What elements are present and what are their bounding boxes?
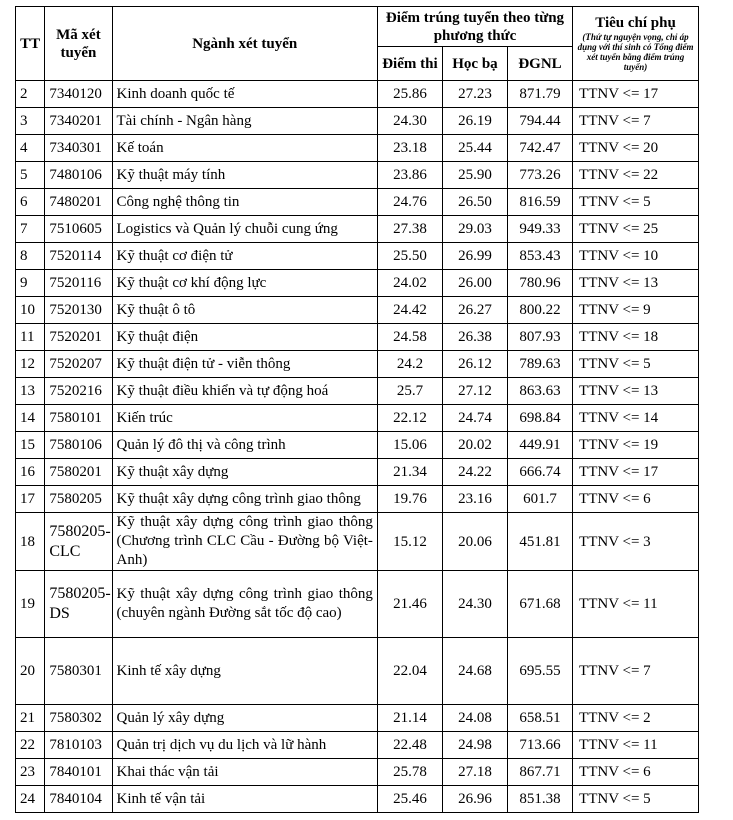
cell-exam: 23.86 xyxy=(377,162,442,189)
cell-exam: 24.30 xyxy=(377,108,442,135)
cell-code: 7580301 xyxy=(45,638,112,705)
cell-tt: 2 xyxy=(16,81,45,108)
cell-exam: 22.12 xyxy=(377,405,442,432)
cell-tt: 23 xyxy=(16,759,45,786)
cell-code: 7840101 xyxy=(45,759,112,786)
table-row xyxy=(16,270,699,297)
cell-criteria: TTNV <= 7 xyxy=(573,108,699,135)
cell-exam: 24.02 xyxy=(377,270,442,297)
cell-transcript: 26.50 xyxy=(442,189,507,216)
cell-tt: 12 xyxy=(16,351,45,378)
cell-transcript: 27.23 xyxy=(442,81,507,108)
cell-transcript: 25.90 xyxy=(442,162,507,189)
cell-dgnl: 871.79 xyxy=(507,81,572,108)
cell-transcript: 24.22 xyxy=(442,459,507,486)
header-transcript: Học bạ xyxy=(442,47,507,81)
cell-major: Kỹ thuật xây dựng công trình giao thông xyxy=(112,486,377,513)
cell-major: Kỹ thuật điều khiển và tự động hoá xyxy=(112,378,377,405)
cell-criteria: TTNV <= 2 xyxy=(573,705,699,732)
cell-exam: 25.50 xyxy=(377,243,442,270)
cell-tt: 13 xyxy=(16,378,45,405)
cell-code: 7580201 xyxy=(45,459,112,486)
cell-major: Kế toán xyxy=(112,135,377,162)
cell-dgnl: 658.51 xyxy=(507,705,572,732)
table-row xyxy=(16,432,699,459)
cell-exam: 25.7 xyxy=(377,378,442,405)
cell-transcript: 26.99 xyxy=(442,243,507,270)
header-criteria-title: Tiêu chí phụ xyxy=(595,15,676,31)
cell-code: 7520216 xyxy=(45,378,112,405)
cell-exam: 24.58 xyxy=(377,324,442,351)
cell-code: 7580205-CLC xyxy=(45,513,112,571)
cell-major: Kinh tế xây dựng xyxy=(112,638,377,705)
table-row xyxy=(16,405,699,432)
table-row xyxy=(16,216,699,243)
table-row xyxy=(16,243,699,270)
cell-tt: 16 xyxy=(16,459,45,486)
cell-dgnl: 666.74 xyxy=(507,459,572,486)
table-row xyxy=(16,759,699,786)
table-body xyxy=(16,81,699,813)
cell-exam: 24.42 xyxy=(377,297,442,324)
cell-code: 7810103 xyxy=(45,732,112,759)
cell-dgnl: 816.59 xyxy=(507,189,572,216)
cell-exam: 23.18 xyxy=(377,135,442,162)
cell-exam: 22.04 xyxy=(377,638,442,705)
cell-tt: 21 xyxy=(16,705,45,732)
cell-major: Quản trị dịch vụ du lịch và lữ hành xyxy=(112,732,377,759)
cell-code: 7520201 xyxy=(45,324,112,351)
cell-criteria: TTNV <= 13 xyxy=(573,270,699,297)
header-exam: Điểm thi xyxy=(377,47,442,81)
table-row xyxy=(16,189,699,216)
cell-transcript: 26.38 xyxy=(442,324,507,351)
cell-criteria: TTNV <= 13 xyxy=(573,378,699,405)
cell-criteria: TTNV <= 6 xyxy=(573,759,699,786)
cell-major: Kỹ thuật cơ điện tử xyxy=(112,243,377,270)
cell-criteria: TTNV <= 17 xyxy=(573,81,699,108)
cell-transcript: 24.98 xyxy=(442,732,507,759)
header-criteria-note: (Thứ tự nguyện vọng, chỉ áp dụng với thí sinh có Tổng điểm xét tuyển bằng điểm trúng tuyển) xyxy=(577,32,694,72)
cell-criteria: TTNV <= 11 xyxy=(573,571,699,638)
table-row xyxy=(16,135,699,162)
cell-major: Kỹ thuật điện tử - viễn thông xyxy=(112,351,377,378)
cell-criteria: TTNV <= 9 xyxy=(573,297,699,324)
cell-dgnl: 949.33 xyxy=(507,216,572,243)
cell-criteria: TTNV <= 7 xyxy=(573,638,699,705)
cell-criteria: TTNV <= 5 xyxy=(573,351,699,378)
cell-code: 7580205-DS xyxy=(45,571,112,638)
cell-criteria: TTNV <= 10 xyxy=(573,243,699,270)
cell-tt: 15 xyxy=(16,432,45,459)
cell-criteria: TTNV <= 22 xyxy=(573,162,699,189)
cell-dgnl: 863.63 xyxy=(507,378,572,405)
header-major: Ngành xét tuyển xyxy=(112,7,377,81)
cell-criteria: TTNV <= 3 xyxy=(573,513,699,571)
cell-transcript: 26.00 xyxy=(442,270,507,297)
cell-dgnl: 451.81 xyxy=(507,513,572,571)
cell-criteria: TTNV <= 18 xyxy=(573,324,699,351)
cell-major: Tài chính - Ngân hàng xyxy=(112,108,377,135)
table-row xyxy=(16,513,699,571)
cell-code: 7480201 xyxy=(45,189,112,216)
table-row xyxy=(16,732,699,759)
cell-tt: 17 xyxy=(16,486,45,513)
admission-scores-table xyxy=(15,6,699,813)
cell-code: 7520207 xyxy=(45,351,112,378)
cell-exam: 19.76 xyxy=(377,486,442,513)
cell-major: Kỹ thuật xây dựng công trình giao thông (chuyên ngành Đường sắt tốc độ cao) xyxy=(112,571,377,638)
cell-tt: 6 xyxy=(16,189,45,216)
cell-transcript: 24.08 xyxy=(442,705,507,732)
cell-tt: 11 xyxy=(16,324,45,351)
cell-exam: 24.2 xyxy=(377,351,442,378)
cell-transcript: 24.74 xyxy=(442,405,507,432)
table-row xyxy=(16,705,699,732)
table-row xyxy=(16,162,699,189)
table-row xyxy=(16,786,699,813)
cell-major: Logistics và Quản lý chuỗi cung ứng xyxy=(112,216,377,243)
cell-exam: 24.76 xyxy=(377,189,442,216)
cell-dgnl: 698.84 xyxy=(507,405,572,432)
cell-major: Kinh tế vận tải xyxy=(112,786,377,813)
cell-major: Kỹ thuật ô tô xyxy=(112,297,377,324)
cell-criteria: TTNV <= 20 xyxy=(573,135,699,162)
cell-dgnl: 695.55 xyxy=(507,638,572,705)
cell-transcript: 29.03 xyxy=(442,216,507,243)
table-row xyxy=(16,81,699,108)
cell-transcript: 26.96 xyxy=(442,786,507,813)
cell-exam: 22.48 xyxy=(377,732,442,759)
cell-tt: 4 xyxy=(16,135,45,162)
cell-criteria: TTNV <= 19 xyxy=(573,432,699,459)
cell-major: Công nghệ thông tin xyxy=(112,189,377,216)
cell-code: 7340201 xyxy=(45,108,112,135)
cell-tt: 3 xyxy=(16,108,45,135)
cell-code: 7580106 xyxy=(45,432,112,459)
cell-code: 7840104 xyxy=(45,786,112,813)
cell-tt: 24 xyxy=(16,786,45,813)
cell-tt: 8 xyxy=(16,243,45,270)
cell-dgnl: 807.93 xyxy=(507,324,572,351)
cell-code: 7520130 xyxy=(45,297,112,324)
cell-tt: 18 xyxy=(16,513,45,571)
table-row xyxy=(16,324,699,351)
cell-exam: 27.38 xyxy=(377,216,442,243)
cell-dgnl: 671.68 xyxy=(507,571,572,638)
cell-exam: 15.06 xyxy=(377,432,442,459)
cell-tt: 22 xyxy=(16,732,45,759)
cell-transcript: 26.12 xyxy=(442,351,507,378)
header-dgnl: ĐGNL xyxy=(507,47,572,81)
cell-tt: 19 xyxy=(16,571,45,638)
cell-code: 7580101 xyxy=(45,405,112,432)
cell-major: Kiến trúc xyxy=(112,405,377,432)
cell-code: 7580302 xyxy=(45,705,112,732)
cell-transcript: 27.12 xyxy=(442,378,507,405)
cell-tt: 7 xyxy=(16,216,45,243)
cell-major: Kỹ thuật cơ khí động lực xyxy=(112,270,377,297)
cell-major: Kinh doanh quốc tế xyxy=(112,81,377,108)
table-row xyxy=(16,297,699,324)
cell-exam: 25.78 xyxy=(377,759,442,786)
cell-tt: 20 xyxy=(16,638,45,705)
cell-exam: 15.12 xyxy=(377,513,442,571)
cell-code: 7580205 xyxy=(45,486,112,513)
cell-major: Kỹ thuật xây dựng công trình giao thông (Chương trình CLC Cầu - Đường bộ Việt-Anh) xyxy=(112,513,377,571)
cell-transcript: 26.27 xyxy=(442,297,507,324)
cell-transcript: 25.44 xyxy=(442,135,507,162)
cell-criteria: TTNV <= 17 xyxy=(573,459,699,486)
cell-major: Kỹ thuật xây dựng xyxy=(112,459,377,486)
cell-major: Kỹ thuật máy tính xyxy=(112,162,377,189)
cell-transcript: 20.06 xyxy=(442,513,507,571)
cell-dgnl: 780.96 xyxy=(507,270,572,297)
table-row xyxy=(16,351,699,378)
header-criteria xyxy=(573,7,699,81)
table-row xyxy=(16,108,699,135)
cell-code: 7480106 xyxy=(45,162,112,189)
cell-major: Khai thác vận tải xyxy=(112,759,377,786)
header-code: Mã xét tuyển xyxy=(45,7,112,81)
cell-exam: 21.46 xyxy=(377,571,442,638)
cell-criteria: TTNV <= 5 xyxy=(573,189,699,216)
header-tt: TT xyxy=(16,7,45,81)
cell-code: 7520116 xyxy=(45,270,112,297)
cell-dgnl: 800.22 xyxy=(507,297,572,324)
cell-code: 7510605 xyxy=(45,216,112,243)
cell-dgnl: 601.7 xyxy=(507,486,572,513)
cell-tt: 9 xyxy=(16,270,45,297)
table-row xyxy=(16,378,699,405)
cell-criteria: TTNV <= 14 xyxy=(573,405,699,432)
cell-criteria: TTNV <= 25 xyxy=(573,216,699,243)
cell-tt: 10 xyxy=(16,297,45,324)
cell-transcript: 26.19 xyxy=(442,108,507,135)
cell-exam: 21.14 xyxy=(377,705,442,732)
table-row xyxy=(16,459,699,486)
cell-transcript: 27.18 xyxy=(442,759,507,786)
cell-dgnl: 773.26 xyxy=(507,162,572,189)
cell-exam: 25.86 xyxy=(377,81,442,108)
cell-transcript: 24.68 xyxy=(442,638,507,705)
cell-exam: 21.34 xyxy=(377,459,442,486)
cell-transcript: 20.02 xyxy=(442,432,507,459)
cell-dgnl: 794.44 xyxy=(507,108,572,135)
table-row xyxy=(16,571,699,638)
table-row xyxy=(16,638,699,705)
cell-dgnl: 713.66 xyxy=(507,732,572,759)
cell-major: Quản lý xây dựng xyxy=(112,705,377,732)
cell-dgnl: 742.47 xyxy=(507,135,572,162)
cell-tt: 5 xyxy=(16,162,45,189)
cell-dgnl: 853.43 xyxy=(507,243,572,270)
cell-dgnl: 867.71 xyxy=(507,759,572,786)
cell-dgnl: 449.91 xyxy=(507,432,572,459)
cell-dgnl: 789.63 xyxy=(507,351,572,378)
cell-transcript: 23.16 xyxy=(442,486,507,513)
cell-code: 7340301 xyxy=(45,135,112,162)
cell-dgnl: 851.38 xyxy=(507,786,572,813)
table-row xyxy=(16,486,699,513)
cell-code: 7340120 xyxy=(45,81,112,108)
cell-code: 7520114 xyxy=(45,243,112,270)
cell-criteria: TTNV <= 6 xyxy=(573,486,699,513)
cell-criteria: TTNV <= 11 xyxy=(573,732,699,759)
cell-tt: 14 xyxy=(16,405,45,432)
cell-transcript: 24.30 xyxy=(442,571,507,638)
cell-criteria: TTNV <= 5 xyxy=(573,786,699,813)
cell-exam: 25.46 xyxy=(377,786,442,813)
cell-major: Kỹ thuật điện xyxy=(112,324,377,351)
header-scores-group: Điểm trúng tuyển theo từng phương thức xyxy=(377,7,572,47)
cell-major: Quản lý đô thị và công trình xyxy=(112,432,377,459)
